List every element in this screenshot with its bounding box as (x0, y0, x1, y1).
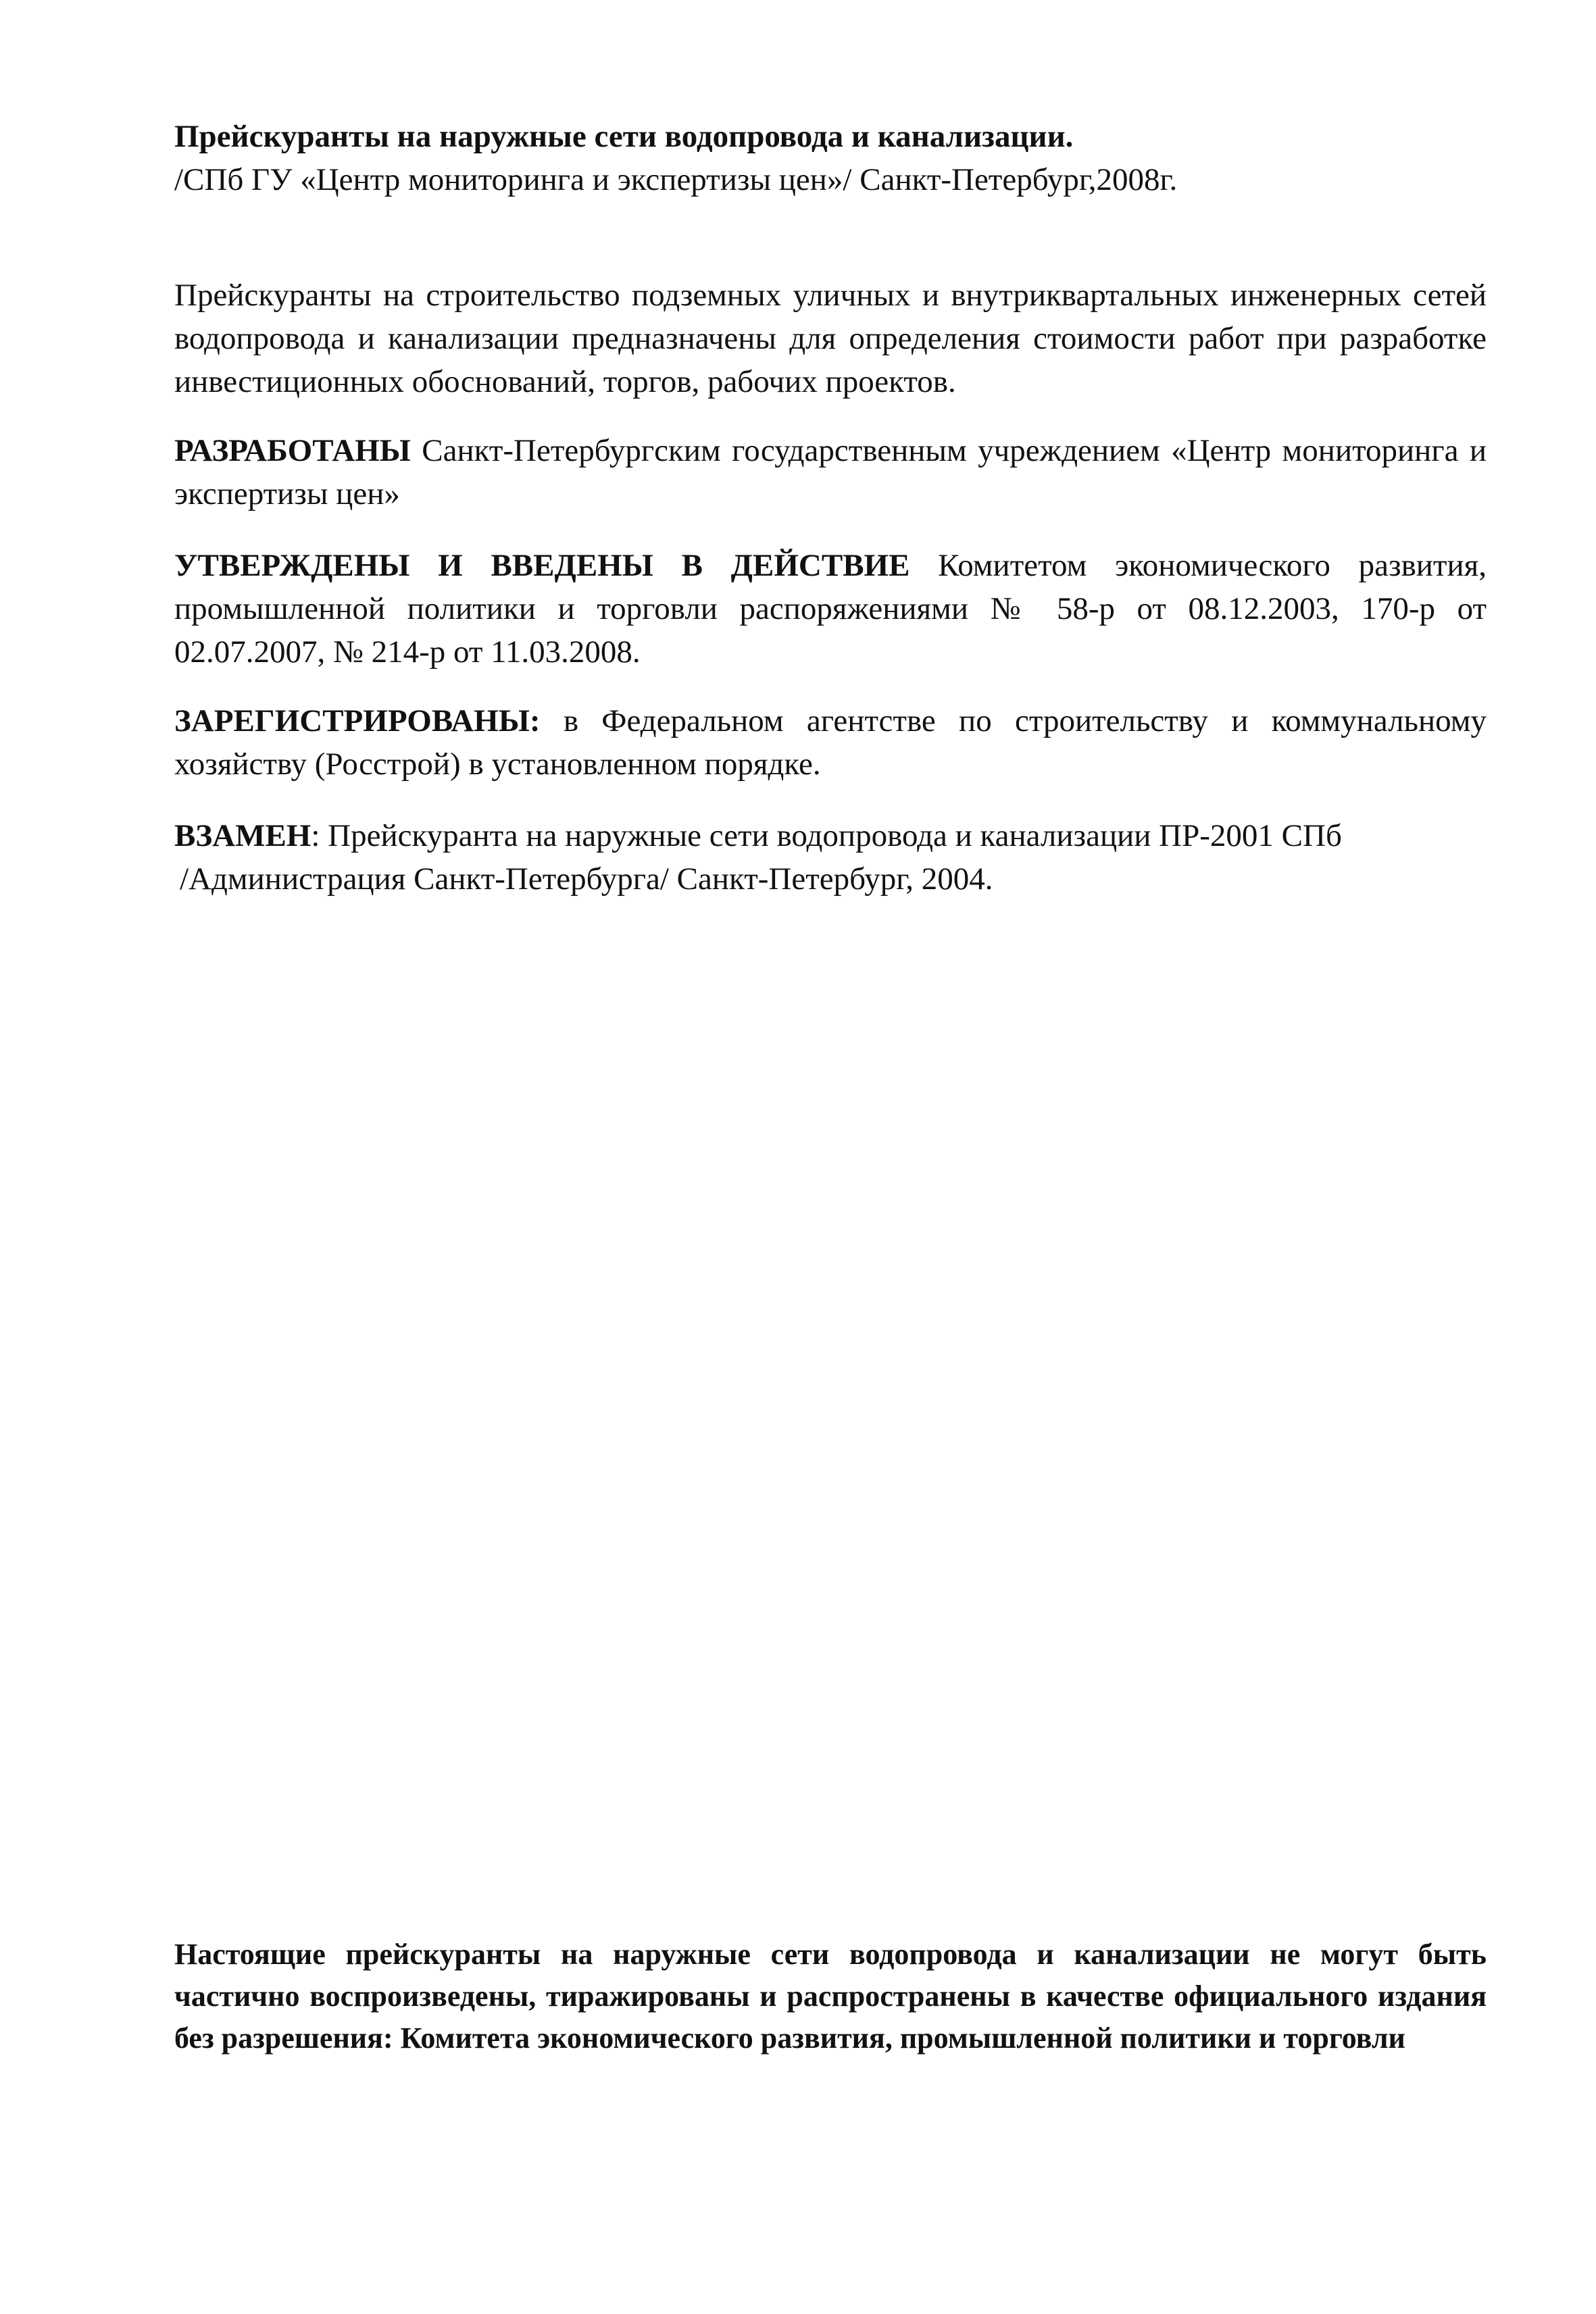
replaces-text-line1: : Прейскуранта на наружные сети водопровода и канализации ПР-2001 СПб (311, 818, 1342, 853)
document-source: /СПб ГУ «Центр мониторинга и экспертизы цен»/ Санкт-Петербург,2008г. (174, 162, 1178, 197)
developed-text: Санкт-Петербургским государственным учреждением «Центр мониторинга и экспертизы цен» (174, 433, 1487, 511)
developed-label: РАЗРАБОТАНЫ (174, 433, 411, 468)
replaces-label: ВЗАМЕН (174, 818, 311, 853)
approved-label: УТВЕРЖДЕНЫ И ВВЕДЕНЫ В ДЕЙСТВИЕ (174, 548, 910, 583)
approved-paragraph (174, 544, 1487, 674)
replaces-paragraph (174, 814, 1487, 901)
developed-paragraph (174, 429, 1487, 515)
approved-text: Комитетом экономического развития, промышленной политики и торговли распоряжениями № 58-р от 08.12.2003, 170-р от 02.07.2007, № 214-р от 11.03.2008. (174, 548, 1487, 670)
copyright-notice: Настоящие прейскуранты на наружные сети водопровода и канализации не могут быть частично воспроизведены, тиражированы и распространены в качестве официального издания без разрешения: Комитета экономического развития, промышленной политики и торговли (174, 1938, 1487, 2055)
replaces-text-line2: /Администрация Санкт-Петербурга/ Санкт-Петербург, 2004. (180, 861, 993, 897)
document-title: Прейскуранты на наружные сети водопровода и канализации. (174, 119, 1074, 154)
document-title-block (174, 115, 1487, 201)
registered-text: в Федеральном агентстве по строительству и коммунальному хозяйству (Росстрой) в установленном порядке. (174, 703, 1487, 782)
intro-paragraph: Прейскуранты на строительство подземных уличных и внутриквартальных инженерных сетей водопровода и канализации предназначены для определения стоимости работ при разработке инвестиционных обоснований, торгов, рабочих проектов. (174, 278, 1487, 399)
registered-paragraph (174, 699, 1487, 786)
registered-label: ЗАРЕГИСТРИРОВАНЫ: (174, 703, 541, 738)
